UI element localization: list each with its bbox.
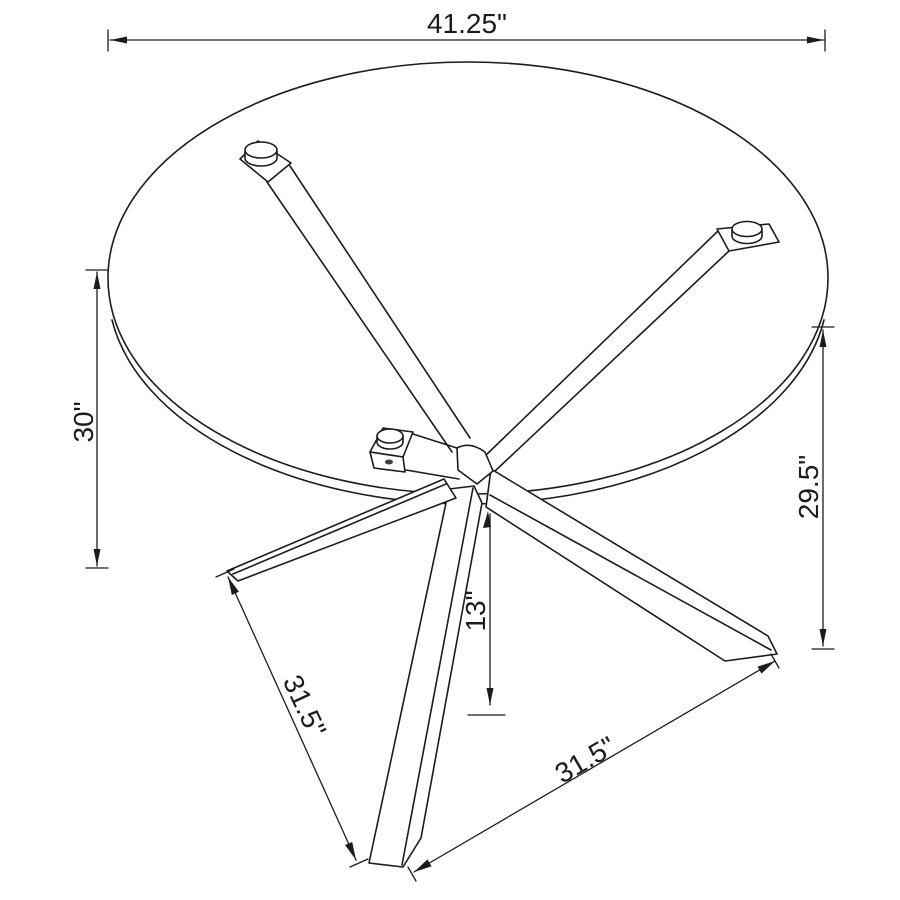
extension-tick-left	[408, 867, 416, 881]
dimension-base-height	[793, 327, 834, 649]
glass-top	[108, 62, 828, 504]
glass-support-pad-front	[370, 428, 413, 472]
dimension-label-base-height: 29.5"	[793, 454, 824, 520]
dimension-label-leg-left: 31.5"	[276, 670, 333, 742]
center-hub	[457, 445, 493, 484]
dimension-leg-right	[408, 654, 779, 881]
dimension-leg-left	[216, 569, 368, 867]
glass-support-pad-left	[240, 141, 291, 182]
extension-tick-bottom	[350, 859, 368, 867]
lower-leg-front	[369, 486, 482, 867]
suction-puck-top	[245, 142, 277, 158]
lower-leg-back-right	[486, 469, 777, 661]
dimension-label-leg-right: 31.5"	[549, 730, 621, 790]
suction-puck-top	[377, 429, 403, 443]
glass-support-pad-right	[717, 222, 779, 252]
arrowhead-down-icon	[94, 549, 101, 566]
dimension-line	[228, 577, 356, 860]
arrowhead-right-icon	[807, 37, 824, 44]
dimension-diameter	[108, 8, 825, 51]
upper-leg-shaft-front	[406, 434, 460, 479]
arrowhead-downright-icon	[345, 842, 356, 860]
arrowhead-downleft-icon	[414, 859, 432, 872]
dimension-label-clearance: 13"	[460, 590, 491, 632]
arrowhead-down-icon	[487, 688, 494, 705]
upper-leg-shaft-left	[267, 166, 470, 452]
dimension-height	[68, 270, 108, 568]
screw-hole	[385, 460, 393, 465]
arrowhead-up-icon	[94, 272, 101, 289]
dimension-label-height: 30"	[68, 401, 99, 443]
arrowhead-down-icon	[820, 629, 827, 646]
dimension-label-diameter: 41.25"	[426, 8, 508, 39]
lower-leg-back-left	[227, 479, 456, 581]
arrowhead-upright-icon	[758, 661, 776, 674]
upper-leg-shaft-right	[484, 231, 729, 472]
suction-puck-top	[732, 222, 762, 237]
arrowhead-left-icon	[110, 37, 127, 44]
glass-top-surface-edge	[108, 62, 828, 494]
